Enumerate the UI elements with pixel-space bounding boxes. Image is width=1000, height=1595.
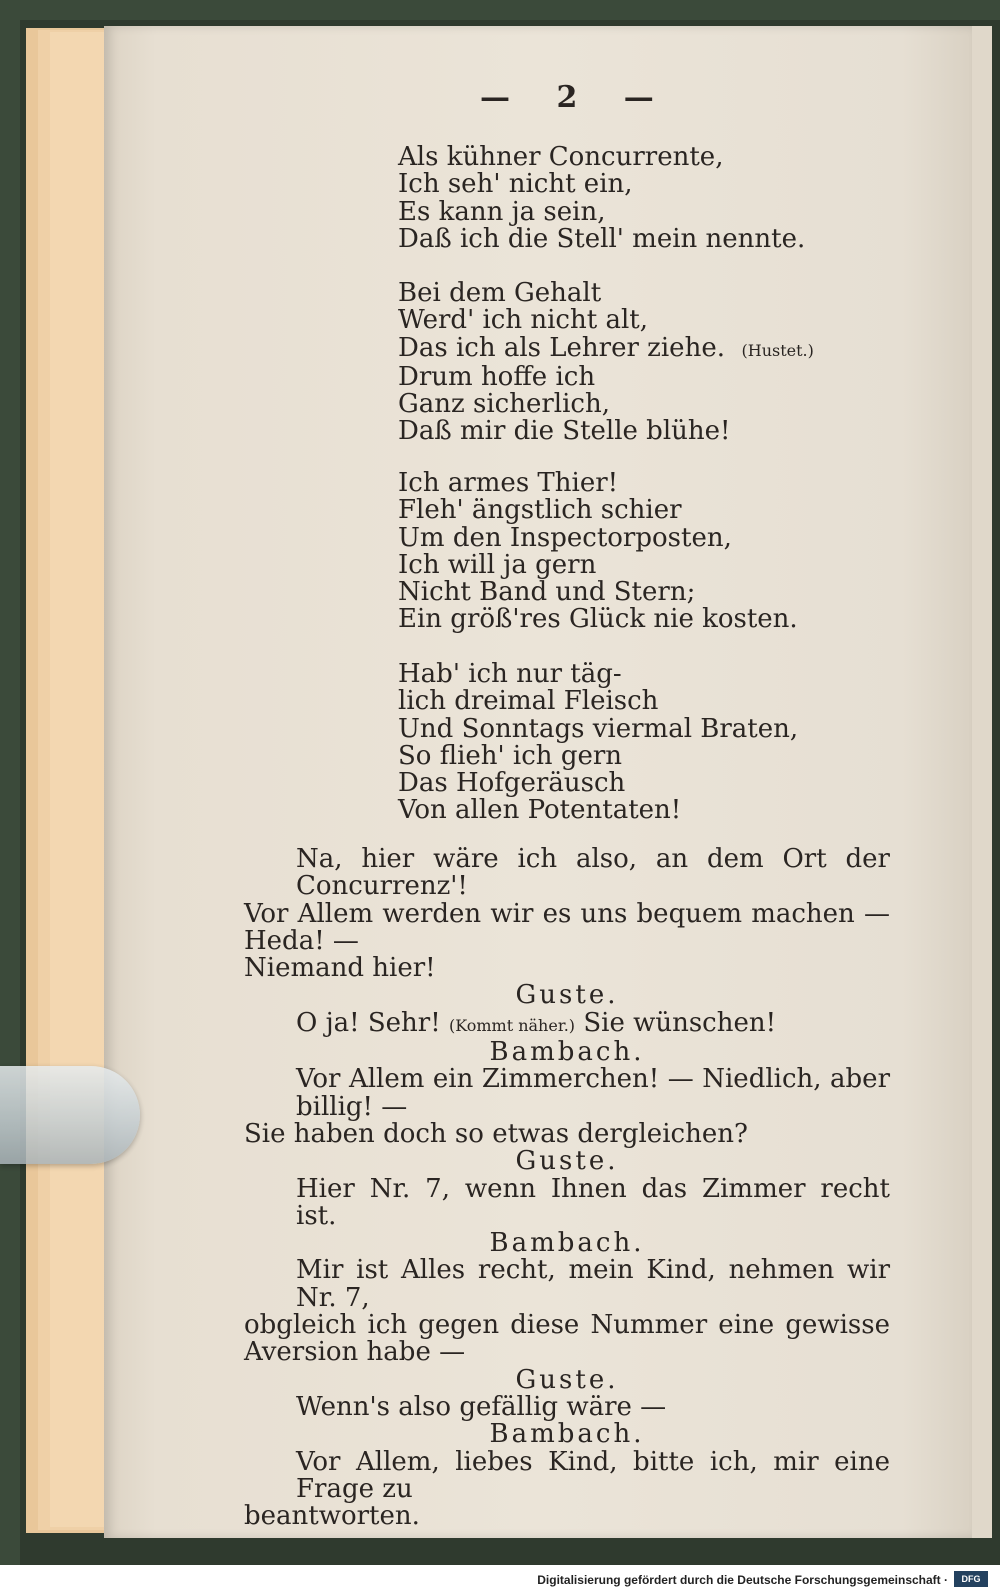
verse-line: Daß mir die Stelle blühe! xyxy=(398,416,731,447)
prose-text: O ja! Sehr! xyxy=(296,1007,441,1038)
prose-line: Niemand hier! xyxy=(244,953,436,984)
verse-line: Und Sonntags viermal Braten, xyxy=(398,713,799,744)
speaker-name: Guste. xyxy=(515,980,619,1011)
speaker-name: Guste. xyxy=(515,1364,619,1395)
dialogue xyxy=(244,846,890,1530)
page-number: — 2 — xyxy=(480,80,672,115)
prose-line: Mir ist Alles recht, mein Kind, nehmen wir Nr. 7, xyxy=(296,1255,890,1313)
prose-line: obgleich ich gegen diese Nummer eine gewisse Aversion habe — xyxy=(244,1310,890,1368)
prose-line: Hier Nr. 7, wenn Ihnen das Zimmer recht ist. xyxy=(296,1173,890,1231)
verse-line: Fleh' ängstlich schier xyxy=(398,495,682,526)
prose-line: Na, hier wäre ich also, an dem Ort der Concurrenz'! xyxy=(296,844,890,902)
page-edge-right xyxy=(972,26,992,1538)
verse-line: Ich will ja gern xyxy=(398,549,597,580)
verse-line: So flieh' ich gern xyxy=(398,740,623,771)
speaker-name: Bambach. xyxy=(489,1228,645,1259)
footer-credit: Digitalisierung gefördert durch die Deutsche Forschungsgemeinschaft · xyxy=(537,1573,948,1587)
verse-2 xyxy=(398,280,814,446)
speaker-name: Guste. xyxy=(515,1146,619,1177)
verse-line: lich dreimal Fleisch xyxy=(398,686,659,717)
prose-line xyxy=(244,1007,890,1039)
prose-line: Vor Allem ein Zimmerchen! — Niedlich, aber billig! — xyxy=(296,1064,890,1122)
prose-text: Sie wünschen! xyxy=(583,1007,777,1038)
verse-line: Als kühner Concurrente, xyxy=(398,142,724,172)
page-clip xyxy=(0,1066,140,1164)
prose-line: Vor Allem, liebes Kind, bitte ich, mir eine Frage zu xyxy=(296,1446,890,1504)
verse-1 xyxy=(398,144,805,253)
verse-line: Um den Inspectorposten, xyxy=(398,522,732,553)
verse-line: Es kann ja sein, xyxy=(398,196,606,227)
verse-line: Daß ich die Stell' mein nennte. xyxy=(398,223,806,254)
verse-line: Ein größ'res Glück nie kosten. xyxy=(398,604,798,635)
verse-line xyxy=(398,332,814,364)
verse-line: Nicht Band und Stern; xyxy=(398,577,696,608)
verse-line: Von allen Potentaten! xyxy=(398,795,682,826)
verse-line: Das Hofgeräusch xyxy=(398,768,626,799)
verse-4 xyxy=(398,661,798,825)
verse-line: Bei dem Gehalt xyxy=(398,278,602,308)
verse-line: Ich seh' nicht ein, xyxy=(398,169,633,200)
speaker-name: Bambach. xyxy=(489,1037,645,1068)
speaker-name: Bambach. xyxy=(489,1419,645,1450)
prose-line: beantworten. xyxy=(244,1501,420,1532)
verse-line: Ganz sicherlich, xyxy=(398,389,610,420)
verse-line: Werd' ich nicht alt, xyxy=(398,305,648,336)
page-edge xyxy=(50,32,106,1527)
footer-bar xyxy=(0,1565,1000,1595)
prose-line: Wenn's also gefällig wäre — xyxy=(296,1391,667,1422)
verse-line: Ich armes Thier! xyxy=(398,468,619,498)
dfg-logo-icon: DFG xyxy=(954,1571,988,1587)
verse-line: Drum hoffe ich xyxy=(398,361,596,392)
prose-line: Sie haben doch so etwas dergleichen? xyxy=(244,1118,748,1149)
verse-line-text: Das ich als Lehrer ziehe. xyxy=(398,332,725,363)
prose-line: Vor Allem werden wir es uns bequem machen — Heda! — xyxy=(244,898,890,956)
verse-3 xyxy=(398,470,798,634)
verse-line: Hab' ich nur täg- xyxy=(398,659,622,689)
stage-direction: (Hustet.) xyxy=(741,340,814,360)
stage-direction: (Kommt näher.) xyxy=(448,1015,576,1035)
